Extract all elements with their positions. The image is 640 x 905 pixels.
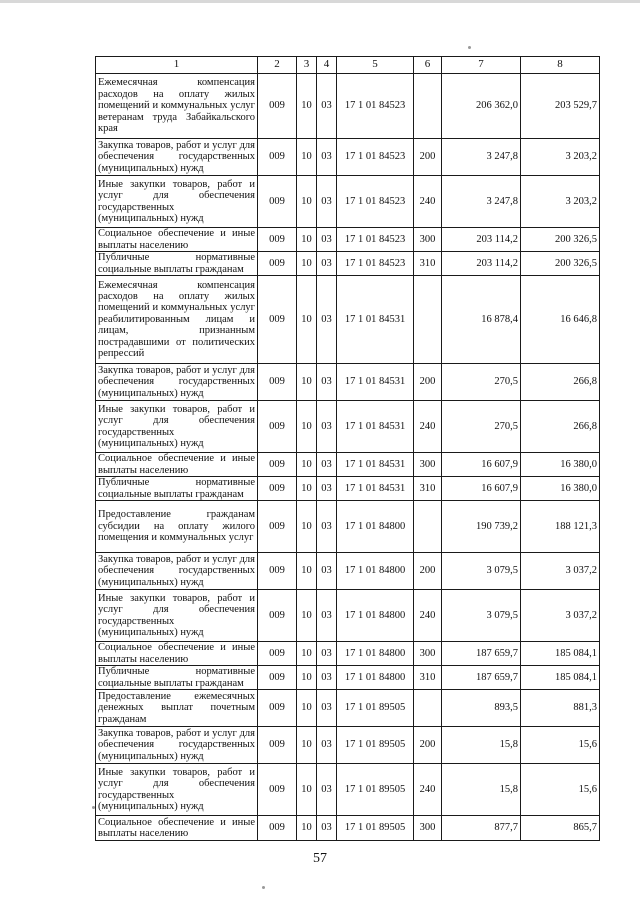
row-value-cell: 17 1 01 84523 — [337, 228, 414, 252]
table-row — [96, 176, 600, 228]
row-value-cell: 270,5 — [442, 401, 521, 453]
row-value-cell: 10 — [297, 816, 317, 841]
row-value-cell: 185 084,1 — [521, 666, 600, 690]
budget-table — [95, 56, 600, 841]
row-value-cell: 240 — [414, 764, 442, 816]
row-value-cell: 10 — [297, 252, 317, 276]
row-value-cell: 300 — [414, 642, 442, 666]
row-name-cell: Публичные нормативные социальные выплаты гражданам — [96, 252, 258, 276]
row-value-cell: 310 — [414, 666, 442, 690]
row-value-cell: 203 529,7 — [521, 74, 600, 139]
row-value-cell: 15,6 — [521, 764, 600, 816]
row-value-cell: 16 646,8 — [521, 276, 600, 364]
row-value-cell: 009 — [258, 139, 297, 176]
row-value-cell: 03 — [317, 139, 337, 176]
row-value-cell: 10 — [297, 727, 317, 764]
row-value-cell: 206 362,0 — [442, 74, 521, 139]
row-value-cell: 3 037,2 — [521, 553, 600, 590]
row-value-cell: 3 079,5 — [442, 553, 521, 590]
row-value-cell: 300 — [414, 453, 442, 477]
row-name-cell: Социальное обеспечение и иные выплаты населению — [96, 816, 258, 841]
row-value-cell: 10 — [297, 176, 317, 228]
row-name-cell: Иные закупки товаров, работ и услуг для обеспечения государственных (муниципальных) нужд — [96, 590, 258, 642]
row-value-cell: 009 — [258, 690, 297, 727]
row-value-cell: 10 — [297, 666, 317, 690]
row-value-cell — [414, 74, 442, 139]
row-value-cell: 16 878,4 — [442, 276, 521, 364]
row-value-cell: 17 1 01 84523 — [337, 139, 414, 176]
scan-speck — [262, 886, 265, 889]
row-value-cell: 15,6 — [521, 727, 600, 764]
header-cell: 6 — [414, 57, 442, 74]
row-value-cell: 893,5 — [442, 690, 521, 727]
row-value-cell: 240 — [414, 590, 442, 642]
row-value-cell: 10 — [297, 453, 317, 477]
row-value-cell: 009 — [258, 276, 297, 364]
row-value-cell: 009 — [258, 74, 297, 139]
row-name-cell: Публичные нормативные социальные выплаты гражданам — [96, 666, 258, 690]
table-row — [96, 666, 600, 690]
row-value-cell: 17 1 01 84531 — [337, 276, 414, 364]
table-row — [96, 252, 600, 276]
row-value-cell: 200 — [414, 139, 442, 176]
row-name-cell: Предоставление ежемесячных денежных выплат почетным гражданам — [96, 690, 258, 727]
row-value-cell: 17 1 01 84800 — [337, 666, 414, 690]
table-row — [96, 553, 600, 590]
row-value-cell: 3 037,2 — [521, 590, 600, 642]
row-value-cell: 17 1 01 84800 — [337, 642, 414, 666]
row-value-cell: 03 — [317, 727, 337, 764]
row-value-cell: 10 — [297, 401, 317, 453]
row-value-cell — [414, 276, 442, 364]
row-value-cell: 15,8 — [442, 764, 521, 816]
header-cell: 4 — [317, 57, 337, 74]
table-row — [96, 401, 600, 453]
row-value-cell: 03 — [317, 816, 337, 841]
row-value-cell: 009 — [258, 252, 297, 276]
table-row — [96, 816, 600, 841]
table-header-row — [96, 57, 600, 74]
row-value-cell: 009 — [258, 727, 297, 764]
row-value-cell: 009 — [258, 176, 297, 228]
header-cell: 3 — [297, 57, 317, 74]
row-value-cell: 10 — [297, 501, 317, 553]
table-row — [96, 364, 600, 401]
table-row — [96, 501, 600, 553]
row-value-cell: 17 1 01 84523 — [337, 74, 414, 139]
row-value-cell: 300 — [414, 228, 442, 252]
row-name-cell: Закупка товаров, работ и услуг для обеспечения государственных (муниципальных) нужд — [96, 139, 258, 176]
row-name-cell: Публичные нормативные социальные выплаты гражданам — [96, 477, 258, 501]
row-value-cell — [414, 501, 442, 553]
table-row — [96, 74, 600, 139]
row-value-cell: 187 659,7 — [442, 642, 521, 666]
row-value-cell: 10 — [297, 642, 317, 666]
row-value-cell: 03 — [317, 690, 337, 727]
row-value-cell: 17 1 01 84523 — [337, 176, 414, 228]
row-value-cell: 03 — [317, 176, 337, 228]
header-cell: 1 — [96, 57, 258, 74]
row-value-cell: 17 1 01 84531 — [337, 364, 414, 401]
scan-top-edge — [0, 0, 640, 3]
row-value-cell: 310 — [414, 252, 442, 276]
row-name-cell: Предоставление гражданам субсидии на оплату жилого помещения и коммунальных услуг — [96, 501, 258, 553]
row-value-cell: 881,3 — [521, 690, 600, 727]
row-value-cell: 009 — [258, 816, 297, 841]
row-value-cell: 17 1 01 89505 — [337, 727, 414, 764]
row-value-cell: 009 — [258, 553, 297, 590]
row-value-cell: 009 — [258, 364, 297, 401]
scan-speck — [468, 46, 471, 49]
row-value-cell: 03 — [317, 666, 337, 690]
table-row — [96, 477, 600, 501]
row-name-cell: Социальное обеспечение и иные выплаты населению — [96, 642, 258, 666]
row-value-cell: 10 — [297, 590, 317, 642]
row-value-cell: 16 380,0 — [521, 477, 600, 501]
row-value-cell: 3 203,2 — [521, 176, 600, 228]
row-value-cell: 009 — [258, 764, 297, 816]
row-value-cell: 16 607,9 — [442, 453, 521, 477]
table-row — [96, 276, 600, 364]
row-value-cell: 17 1 01 89505 — [337, 690, 414, 727]
row-value-cell: 187 659,7 — [442, 666, 521, 690]
header-cell: 7 — [442, 57, 521, 74]
row-value-cell: 009 — [258, 666, 297, 690]
row-value-cell: 03 — [317, 276, 337, 364]
row-value-cell: 203 114,2 — [442, 252, 521, 276]
row-value-cell: 10 — [297, 690, 317, 727]
row-value-cell: 15,8 — [442, 727, 521, 764]
row-value-cell: 10 — [297, 364, 317, 401]
header-cell: 2 — [258, 57, 297, 74]
row-name-cell: Ежемесячная компенсация расходов на оплату жилых помещений и коммунальных услуг ветеранам труда Забайкальского края — [96, 74, 258, 139]
row-value-cell: 270,5 — [442, 364, 521, 401]
row-value-cell: 300 — [414, 816, 442, 841]
row-value-cell: 240 — [414, 176, 442, 228]
row-value-cell: 185 084,1 — [521, 642, 600, 666]
row-value-cell: 03 — [317, 453, 337, 477]
row-value-cell: 10 — [297, 74, 317, 139]
row-value-cell: 877,7 — [442, 816, 521, 841]
row-value-cell: 03 — [317, 252, 337, 276]
row-value-cell: 3 079,5 — [442, 590, 521, 642]
row-value-cell: 03 — [317, 501, 337, 553]
row-name-cell: Социальное обеспечение и иные выплаты населению — [96, 453, 258, 477]
row-value-cell: 009 — [258, 401, 297, 453]
row-value-cell: 266,8 — [521, 401, 600, 453]
row-value-cell: 865,7 — [521, 816, 600, 841]
row-value-cell: 10 — [297, 139, 317, 176]
row-name-cell: Иные закупки товаров, работ и услуг для обеспечения государственных (муниципальных) нужд — [96, 764, 258, 816]
row-value-cell: 310 — [414, 477, 442, 501]
row-value-cell: 16 607,9 — [442, 477, 521, 501]
row-value-cell: 200 — [414, 553, 442, 590]
table-row — [96, 764, 600, 816]
table-row — [96, 727, 600, 764]
row-value-cell: 266,8 — [521, 364, 600, 401]
row-value-cell: 009 — [258, 228, 297, 252]
row-value-cell: 203 114,2 — [442, 228, 521, 252]
row-value-cell: 009 — [258, 453, 297, 477]
row-value-cell: 009 — [258, 590, 297, 642]
row-value-cell: 240 — [414, 401, 442, 453]
row-value-cell: 10 — [297, 228, 317, 252]
row-name-cell: Иные закупки товаров, работ и услуг для обеспечения государственных (муниципальных) нужд — [96, 401, 258, 453]
row-value-cell: 200 326,5 — [521, 228, 600, 252]
row-value-cell: 009 — [258, 642, 297, 666]
row-value-cell: 03 — [317, 553, 337, 590]
row-value-cell: 17 1 01 84800 — [337, 590, 414, 642]
header-cell: 5 — [337, 57, 414, 74]
table-row — [96, 642, 600, 666]
row-value-cell: 17 1 01 84800 — [337, 553, 414, 590]
row-name-cell: Иные закупки товаров, работ и услуг для обеспечения государственных (муниципальных) нужд — [96, 176, 258, 228]
row-value-cell: 03 — [317, 401, 337, 453]
row-value-cell: 03 — [317, 74, 337, 139]
row-value-cell: 009 — [258, 477, 297, 501]
row-value-cell: 16 380,0 — [521, 453, 600, 477]
table-row — [96, 228, 600, 252]
row-value-cell: 10 — [297, 276, 317, 364]
row-value-cell: 009 — [258, 501, 297, 553]
row-value-cell: 3 247,8 — [442, 139, 521, 176]
row-value-cell: 10 — [297, 553, 317, 590]
row-value-cell: 03 — [317, 590, 337, 642]
row-value-cell: 3 203,2 — [521, 139, 600, 176]
row-name-cell: Закупка товаров, работ и услуг для обеспечения государственных (муниципальных) нужд — [96, 553, 258, 590]
header-cell: 8 — [521, 57, 600, 74]
table-row — [96, 139, 600, 176]
row-value-cell: 10 — [297, 477, 317, 501]
row-value-cell: 17 1 01 84531 — [337, 453, 414, 477]
row-value-cell: 17 1 01 84531 — [337, 401, 414, 453]
row-value-cell: 17 1 01 84531 — [337, 477, 414, 501]
row-value-cell: 200 — [414, 364, 442, 401]
row-value-cell: 3 247,8 — [442, 176, 521, 228]
row-value-cell: 03 — [317, 364, 337, 401]
row-value-cell: 03 — [317, 642, 337, 666]
row-value-cell: 17 1 01 89505 — [337, 816, 414, 841]
row-value-cell: 190 739,2 — [442, 501, 521, 553]
row-value-cell: 200 — [414, 727, 442, 764]
row-value-cell: 03 — [317, 764, 337, 816]
table-body — [96, 74, 600, 841]
row-value-cell — [414, 690, 442, 727]
row-value-cell: 10 — [297, 764, 317, 816]
table-row — [96, 590, 600, 642]
row-value-cell: 188 121,3 — [521, 501, 600, 553]
table-row — [96, 453, 600, 477]
row-value-cell: 17 1 01 84800 — [337, 501, 414, 553]
row-value-cell: 03 — [317, 477, 337, 501]
row-value-cell: 17 1 01 84523 — [337, 252, 414, 276]
row-name-cell: Закупка товаров, работ и услуг для обеспечения государственных (муниципальных) нужд — [96, 364, 258, 401]
row-name-cell: Закупка товаров, работ и услуг для обеспечения государственных (муниципальных) нужд — [96, 727, 258, 764]
row-name-cell: Социальное обеспечение и иные выплаты населению — [96, 228, 258, 252]
table-row — [96, 690, 600, 727]
page-number: 57 — [313, 851, 327, 866]
row-name-cell: Ежемесячная компенсация расходов на оплату жилых помещений и коммунальных услуг реабилитированным лицам и лицам, признанным пострадавшими от политических репрессий — [96, 276, 258, 364]
row-value-cell: 17 1 01 89505 — [337, 764, 414, 816]
row-value-cell: 03 — [317, 228, 337, 252]
row-value-cell: 200 326,5 — [521, 252, 600, 276]
